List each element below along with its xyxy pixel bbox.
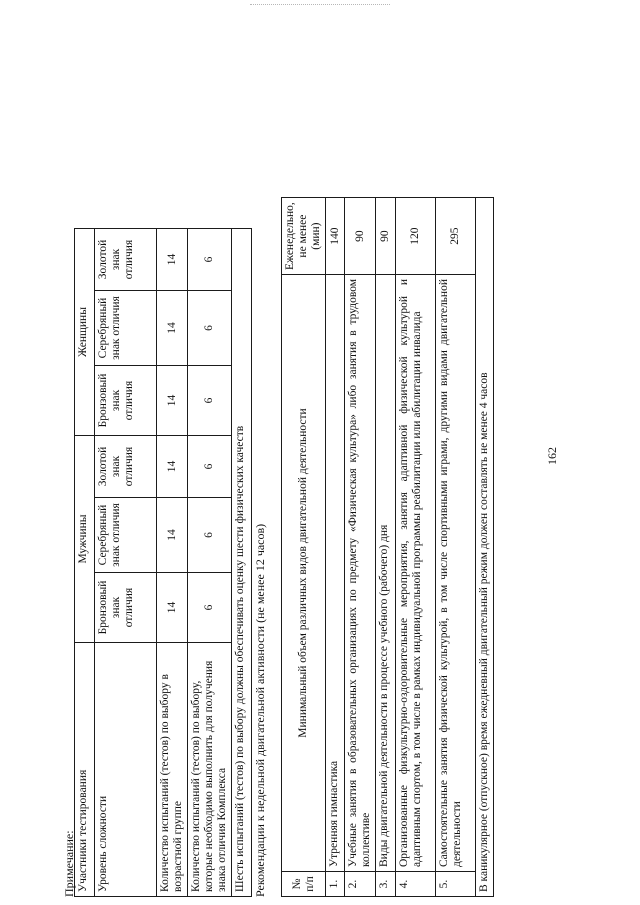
activity-header: Минимальный объем различных видов двигательной деятельности [282,275,326,872]
table-row [436,198,476,897]
table-cell: 6 [188,573,232,643]
table-row [188,229,232,897]
activity-text: Учебные занятия в образовательных организациях по предмету «Физическая культура» либо занятия в трудовом коллективе [345,275,376,872]
table-footnote: Шесть испытаний (тестов) по выбору должны обеспечивать оценку шести физических качеств [232,229,252,897]
activity-text: Утренняя гимнастика [326,275,345,872]
women-silver-header: Серебряный знак отличия [95,291,157,366]
minutes-value: 120 [396,198,436,275]
men-bronze-header: Бронзовый знак отличия [95,573,157,643]
table-cell: 6 [188,366,232,436]
table-row [326,198,345,897]
table-row [157,229,188,897]
table-cell: 6 [188,291,232,366]
badge-requirements-table [74,228,252,897]
difficulty-header: Уровень сложности [95,643,157,897]
minutes-value: 140 [326,198,345,275]
table-cell: 14 [157,366,188,436]
weekly-activity-table [281,197,494,897]
table-cell: 14 [157,436,188,498]
men-gold-header: Золотой знак отличия [95,436,157,498]
note-title: Примечание: [62,830,76,897]
table-cell: 6 [188,436,232,498]
row-label: Количество испытаний (тестов) по выбору, которые необходимо выполнить для получения знака отличия Комплекса [188,643,232,897]
activity-text: Виды двигательной деятельности в процессе учебного (рабочего) дня [376,275,396,872]
row-number: 2. [345,872,376,897]
table-footer-note: В каникулярное (отпускное) время ежедневный двигательный режим должен составлять не менее 4 часов [476,198,494,897]
table-cell: 14 [157,229,188,291]
women-header: Женщины [75,229,95,436]
row-number: 5. [436,872,476,897]
table-cell: 14 [157,573,188,643]
row-label: Количество испытаний (тестов) по выбору в возрастной группе [157,643,188,897]
number-header: № п/п [282,872,326,897]
row-number: 3. [376,872,396,897]
table-cell: 14 [157,498,188,573]
women-gold-header: Золотой знак отличия [95,229,157,291]
table-row [345,198,376,897]
minutes-value: 90 [376,198,396,275]
men-silver-header: Серебряный знак отличия [95,498,157,573]
table-row [396,198,436,897]
row-number: 4. [396,872,436,897]
row-number: 1. [326,872,345,897]
section-title: Рекомендации к недельной двигательной активности (не менее 12 часов) [253,523,267,897]
weekly-minutes-header: Еженедельно, не менее (мин) [282,198,326,275]
men-header: Мужчины [75,436,95,643]
participants-header: Участники тестирования [75,643,95,897]
activity-text: Организованные физкультурно-оздоровительные мероприятия, занятия адаптивной физической культурой и адаптивным спортом, в том числе в рамках индивидуальной программы реабилитации или абилитации инвалида [396,275,436,872]
activity-text: Самостоятельные занятия физической культурой, в том числе спортивными играми, другими видами двигательной деятельности [436,275,476,872]
table-cell: 6 [188,498,232,573]
table-row [376,198,396,897]
table-cell: 6 [188,229,232,291]
table-cell: 14 [157,291,188,366]
women-bronze-header: Бронзовый знак отличия [95,366,157,436]
minutes-value: 295 [436,198,476,275]
page-number: 162 [545,447,559,465]
minutes-value: 90 [345,198,376,275]
